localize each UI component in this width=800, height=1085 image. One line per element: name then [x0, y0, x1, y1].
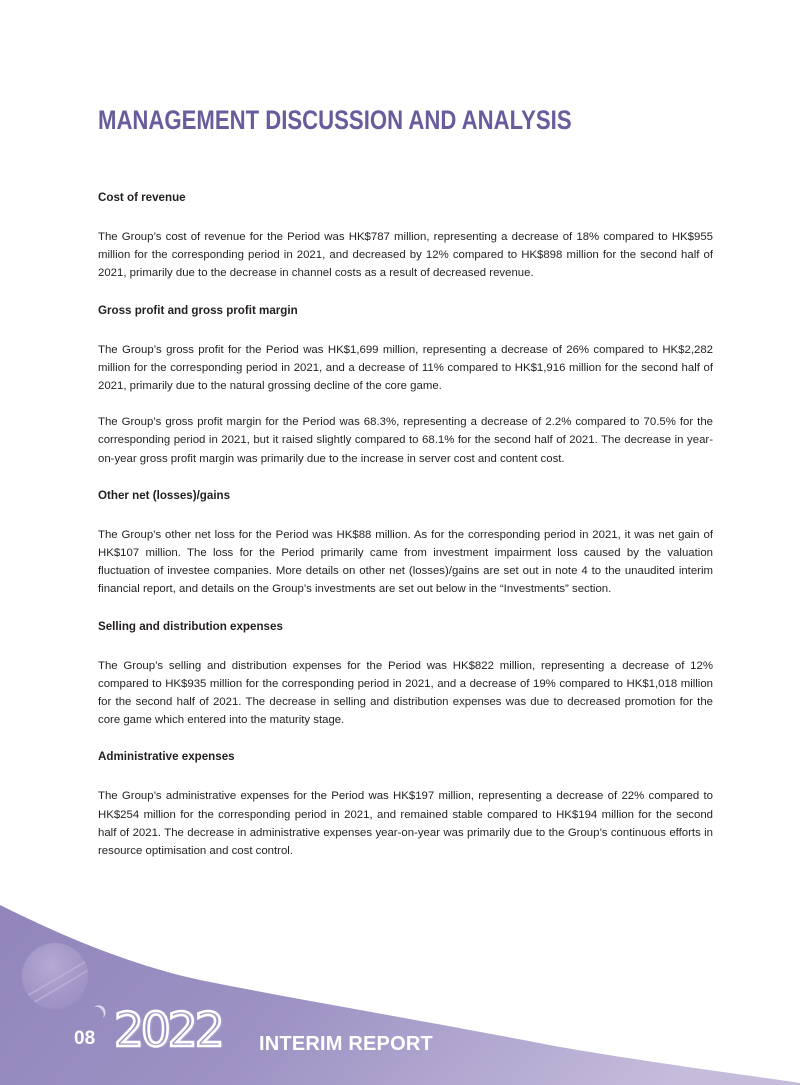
section-heading-other-net-losses-gains: Other net (losses)/gains — [98, 488, 231, 502]
paragraph-gross-profit: The Group’s gross profit for the Period was HK$1,699 million, representing a decrease of 26% compared to HK$2,282 million for the corresponding period in 2021, and a decrease of 11% compared to HK$1,916 million for the second half of 2021, primarily due to the natural grossing decline of the core game. — [98, 343, 713, 393]
page-title: MANAGEMENT DISCUSSION AND ANALYSIS — [98, 105, 572, 135]
paragraph-selling-distribution: The Group’s selling and distribution expenses for the Period was HK$822 million, representing a decrease of 12% compared to HK$935 million for the corresponding period in 2021, and a decrease of 19% compared to HK$1,018 million for the second half of 2021. The decrease in selling and distribution expenses was due to decreased promotion for the core game which entered into the maturity stage. — [98, 659, 713, 727]
paragraph-administrative-expenses: The Group’s administrative expenses for the Period was HK$197 million, representing a decrease of 22% compared to HK$254 million for the corresponding period in 2021, and remained stable compared to HK$194 million for the second half of 2021. The decrease in administrative expenses year-on-year was primarily due to the Group’s continuous efforts in resource optimisation and cost control. — [98, 790, 713, 858]
section-heading-administrative-expenses: Administrative expenses — [98, 750, 235, 764]
section-heading-cost-of-revenue: Cost of revenue — [98, 191, 186, 204]
section-heading-selling-distribution: Selling and distribution expenses — [98, 619, 283, 633]
footer-wave-shape — [0, 905, 800, 1085]
document-body — [98, 188, 713, 860]
section-heading-gross-profit: Gross profit and gross profit margin — [98, 303, 298, 317]
paragraph-other-net-losses-gains: The Group’s other net loss for the Period was HK$88 million. As for the corresponding period in 2021, it was net gain of HK$107 million. The loss for the Period primarily came from investment impairment loss caused by the valuation fluctuation of investee companies. More details on other net (losses)/gains are set out in note 4 to the unaudited interim financial report, and details on the Group’s investments are set out below in the “Investments” section. — [98, 528, 713, 596]
page-number: 08 — [74, 1028, 96, 1049]
paragraph-cost-of-revenue: The Group’s cost of revenue for the Period was HK$787 million, representing a decrease of 18% compared to HK$955 million for the corresponding period in 2021, and decreased by 12% compared to HK$898 million for the second half of 2021, primarily due to the decrease in channel costs as a result of decreased revenue. — [98, 231, 713, 280]
report-label: INTERIM REPORT — [259, 1033, 433, 1055]
report-year: 2022 — [114, 1003, 222, 1058]
paragraph-gross-profit-margin: The Group’s gross profit margin for the Period was 68.3%, representing a decrease of 2.2% compared to 70.5% for the corresponding period in 2021, but it raised slightly compared to 68.1% for the second half of 2021. The decrease in year-on-year gross profit margin was primarily due to the increase in server cost and content cost. — [98, 416, 713, 465]
